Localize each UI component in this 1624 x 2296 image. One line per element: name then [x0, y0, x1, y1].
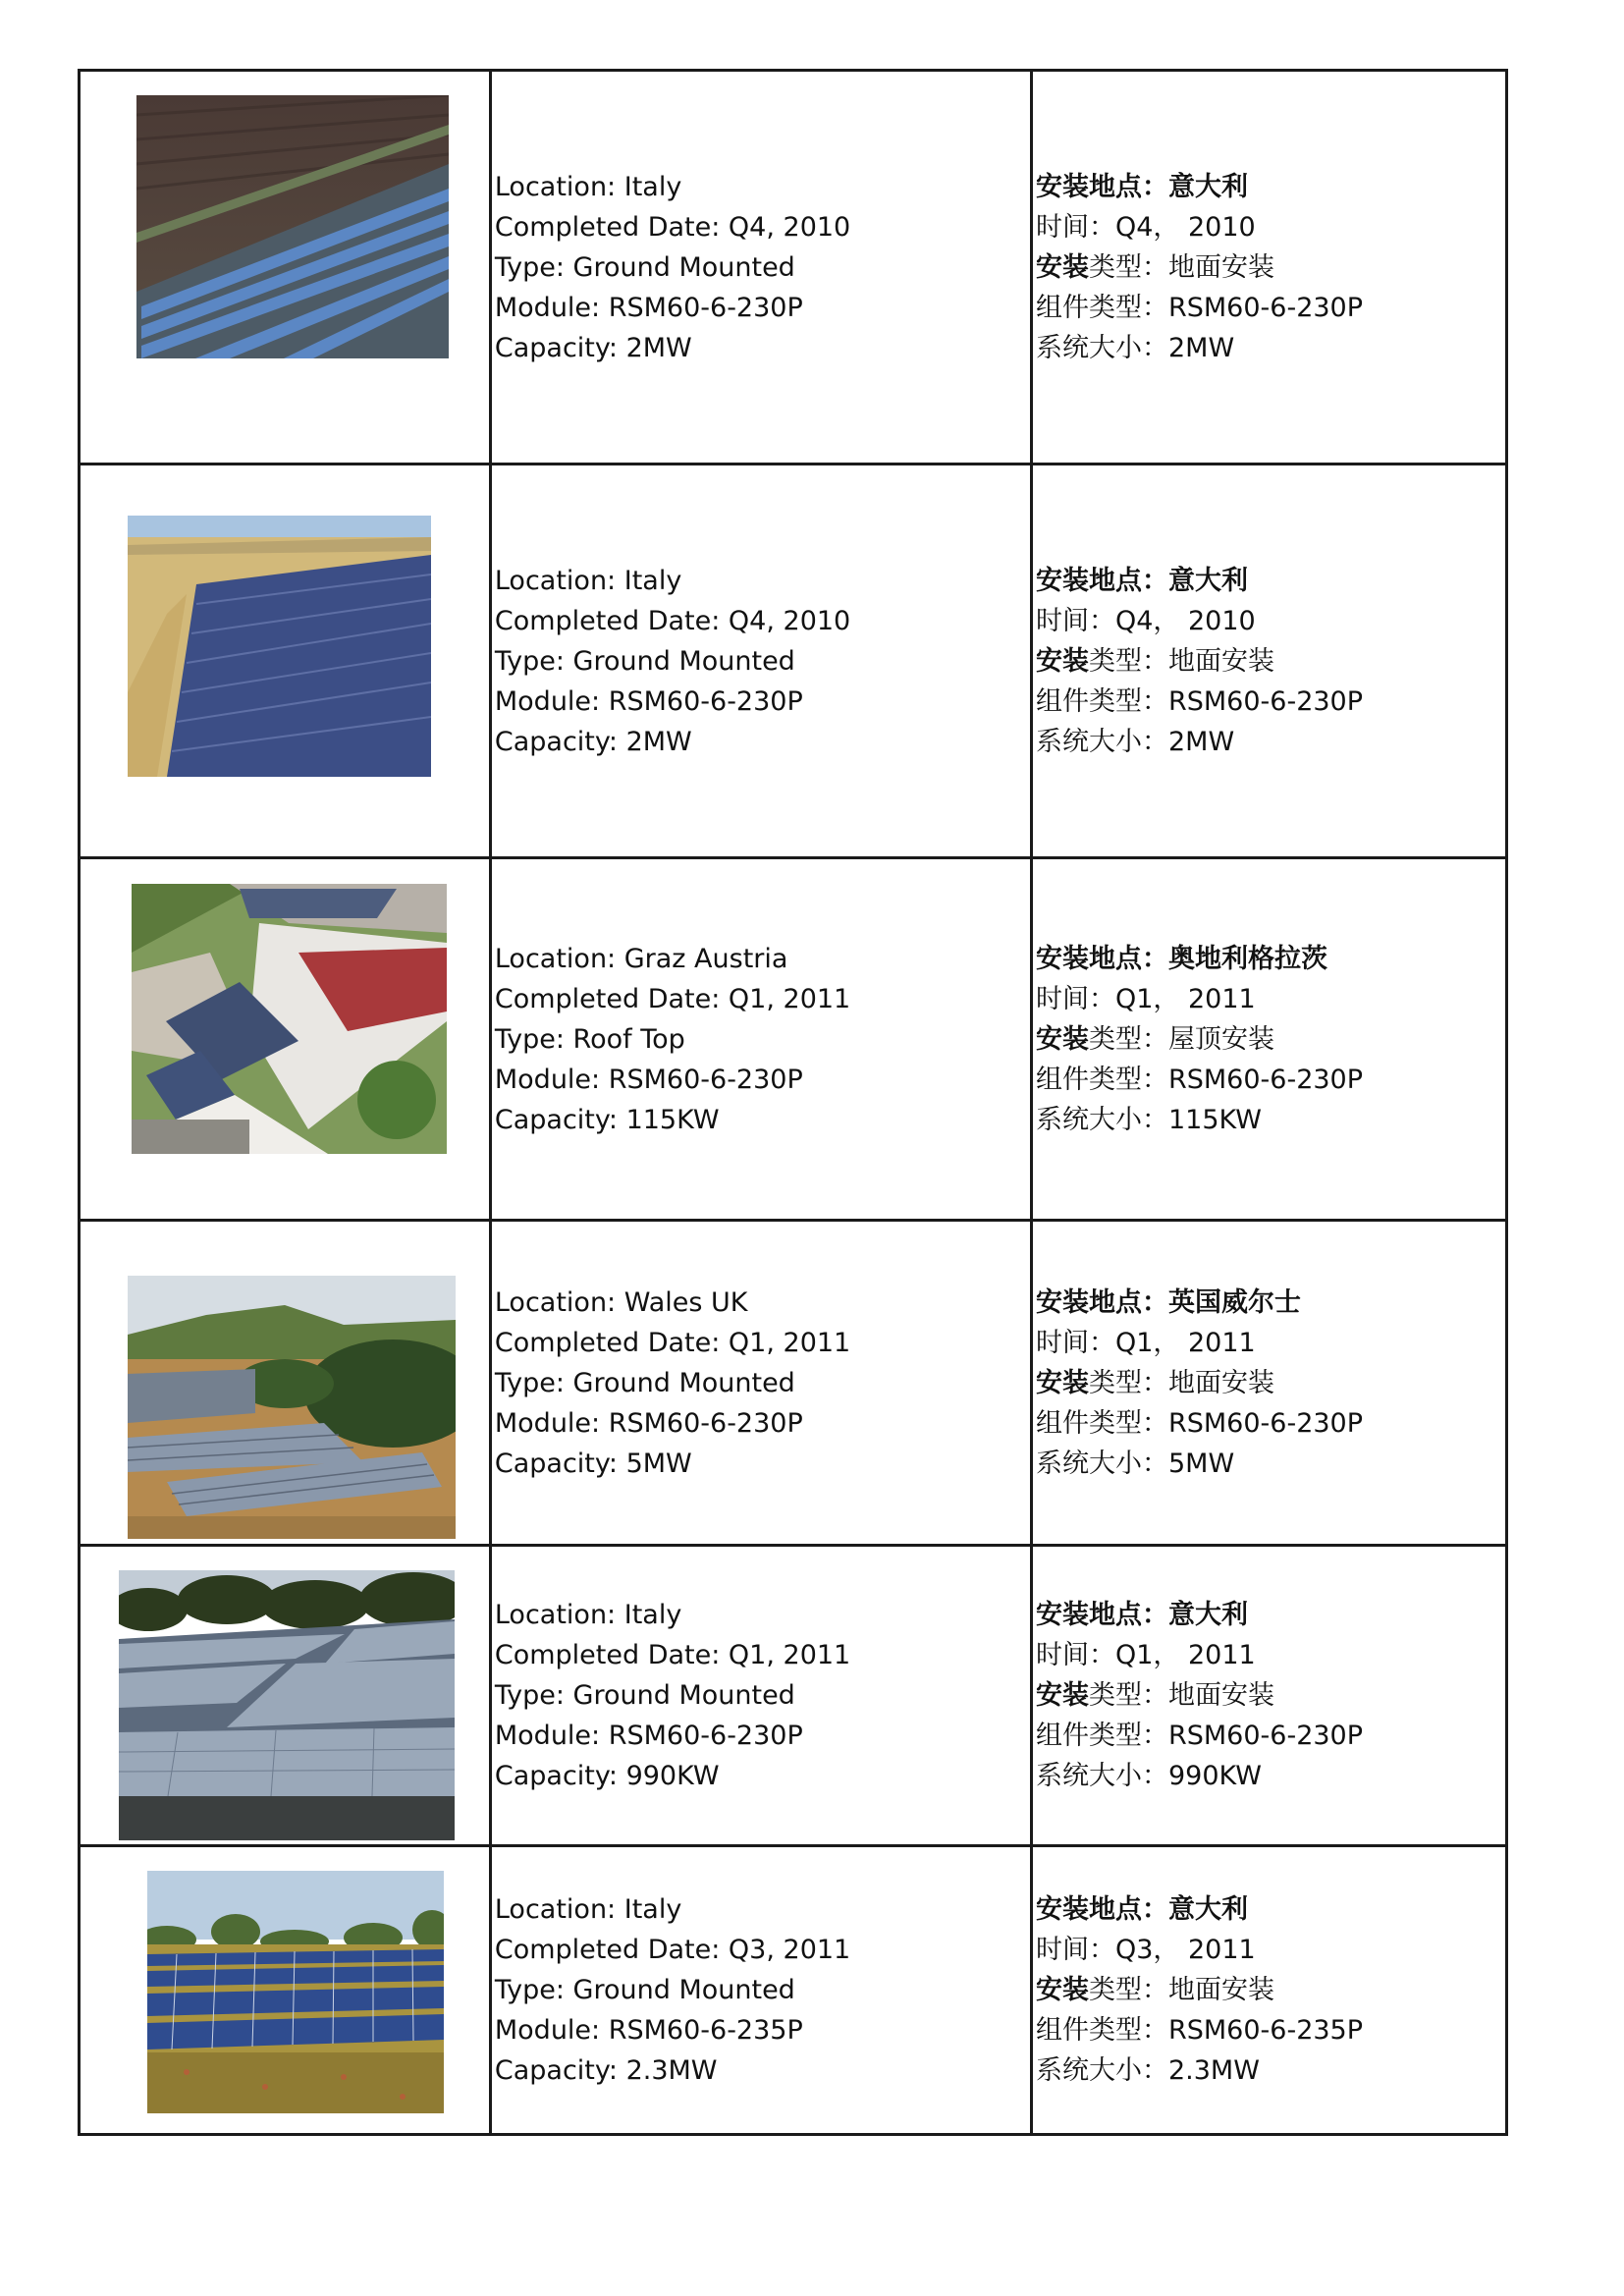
- module-line-zh: [1036, 1060, 1505, 1100]
- time-label: 时间: [1035, 983, 1089, 1014]
- chinese-details: [1031, 465, 1506, 858]
- time-value: ：Q1， 2011: [1088, 1327, 1256, 1358]
- ground-mounted-solar-field-photo: [136, 95, 449, 358]
- capacity-text: Capacity: 2MW: [494, 332, 692, 363]
- location-text: Location: Italy: [494, 1894, 682, 1925]
- location-text: Location: Graz Austria: [494, 943, 788, 974]
- chinese-details: [1031, 1846, 1506, 2135]
- project-row: [80, 1546, 1507, 1846]
- completed-date-text: Completed Date: Q1, 2011: [494, 1327, 851, 1358]
- type-label-bold: 安装: [1035, 1680, 1089, 1711]
- completed-date-text: Completed Date: Q3, 2011: [494, 1935, 851, 1965]
- location-label: 安装地点: [1035, 1286, 1142, 1318]
- capacity-line-zh: [1036, 722, 1505, 762]
- capacity-value: ：115KW: [1141, 1104, 1262, 1135]
- type-label: 类型: [1088, 1680, 1142, 1711]
- photo-cell: [80, 1546, 491, 1846]
- type-text: Type: Ground Mounted: [494, 251, 795, 283]
- location-value: ：意大利: [1141, 171, 1248, 202]
- capacity-label: 系统大小: [1035, 726, 1142, 757]
- type-label-bold: 安装: [1035, 1023, 1089, 1055]
- project-row: [80, 1846, 1507, 2135]
- module-line-zh: [1036, 682, 1505, 722]
- capacity-line-zh: [1036, 328, 1505, 368]
- photo-cell: [80, 858, 491, 1221]
- location-line-zh: [1036, 561, 1505, 601]
- location-text: Location: Italy: [494, 1600, 682, 1630]
- capacity-value: ：2.3MW: [1141, 2055, 1260, 2086]
- time-label: 时间: [1035, 1327, 1089, 1358]
- location-line-zh: [1036, 939, 1505, 979]
- location-value: ：奥地利格拉茨: [1141, 943, 1327, 974]
- time-label: 时间: [1035, 1935, 1089, 1965]
- type-line-zh: [1036, 1019, 1505, 1060]
- type-value: ：地面安装: [1141, 1680, 1274, 1711]
- capacity-line-zh: [1036, 1444, 1505, 1484]
- module-value: ：RSM60-6-230P: [1141, 1407, 1364, 1439]
- time-line-zh: [1036, 601, 1505, 641]
- module-label: 组件类型: [1035, 292, 1142, 323]
- capacity-text: Capacity: 2MW: [494, 726, 692, 757]
- module-line-zh: [1036, 1403, 1505, 1444]
- completed-date-text: Completed Date: Q1, 2011: [494, 983, 851, 1014]
- capacity-text: Capacity: 115KW: [494, 1104, 720, 1135]
- capacity-label: 系统大小: [1035, 1448, 1142, 1479]
- module-text: Module: RSM60-6-230P: [494, 292, 803, 323]
- capacity-label: 系统大小: [1035, 1761, 1142, 1791]
- project-row: [80, 71, 1507, 465]
- completed-date-text: Completed Date: Q4, 2010: [494, 211, 851, 243]
- location-value: ：英国威尔士: [1141, 1286, 1301, 1318]
- capacity-value: ：990KW: [1141, 1761, 1262, 1791]
- time-label: 时间: [1035, 1640, 1089, 1670]
- capacity-label: 系统大小: [1035, 2055, 1142, 2086]
- capacity-label: 系统大小: [1035, 332, 1142, 363]
- location-line-zh: [1036, 167, 1505, 207]
- module-label: 组件类型: [1035, 1407, 1142, 1439]
- projects-table: [78, 69, 1508, 2136]
- ground-mounted-solar-meadow-photo: [147, 1871, 444, 2113]
- time-line-zh: [1036, 207, 1505, 247]
- module-value: ：RSM60-6-230P: [1141, 292, 1364, 323]
- type-value: ：地面安装: [1141, 1975, 1274, 2005]
- module-line-zh: [1036, 288, 1505, 328]
- english-details: [490, 465, 1031, 858]
- time-label: 时间: [1035, 605, 1089, 636]
- capacity-text: Capacity: 990KW: [494, 1761, 720, 1791]
- type-value: ：屋顶安装: [1141, 1023, 1274, 1055]
- type-line-zh: [1036, 1675, 1505, 1716]
- type-label: 类型: [1088, 1367, 1142, 1398]
- rooftop-solar-farmhouse-photo: [132, 884, 447, 1154]
- module-line-zh: [1036, 1716, 1505, 1756]
- module-value: ：RSM60-6-230P: [1141, 1064, 1364, 1095]
- photo-cell: [80, 1846, 491, 2135]
- time-line-zh: [1036, 1930, 1505, 1970]
- location-text: Location: Wales UK: [494, 1286, 748, 1318]
- location-value: ：意大利: [1141, 565, 1248, 596]
- location-label: 安装地点: [1035, 1600, 1142, 1630]
- location-label: 安装地点: [1035, 943, 1142, 974]
- type-label: 类型: [1088, 251, 1142, 283]
- capacity-value: ：5MW: [1141, 1448, 1235, 1479]
- time-value: ：Q4， 2010: [1088, 211, 1256, 243]
- type-text: Type: Roof Top: [494, 1023, 685, 1055]
- location-line-zh: [1036, 1595, 1505, 1635]
- completed-date-text: Completed Date: Q1, 2011: [494, 1640, 851, 1670]
- type-text: Type: Ground Mounted: [494, 1975, 795, 2005]
- photo-cell: [80, 465, 491, 858]
- time-line-zh: [1036, 1323, 1505, 1363]
- time-value: ：Q3， 2011: [1088, 1935, 1256, 1965]
- module-line-zh: [1036, 2010, 1505, 2050]
- type-label-bold: 安装: [1035, 251, 1089, 283]
- type-value: ：地面安装: [1141, 645, 1274, 677]
- chinese-details: [1031, 1221, 1506, 1546]
- capacity-text: Capacity: 5MW: [494, 1448, 692, 1479]
- location-line-zh: [1036, 1889, 1505, 1930]
- module-label: 组件类型: [1035, 2015, 1142, 2046]
- module-text: Module: RSM60-6-235P: [494, 2015, 803, 2046]
- chinese-details: [1031, 858, 1506, 1221]
- type-line-zh: [1036, 247, 1505, 288]
- ground-mounted-solar-field-photo: [128, 516, 431, 777]
- location-value: ：意大利: [1141, 1894, 1248, 1925]
- time-line-zh: [1036, 979, 1505, 1019]
- capacity-line-zh: [1036, 1100, 1505, 1140]
- type-line-zh: [1036, 641, 1505, 682]
- english-details: [490, 1221, 1031, 1546]
- project-row: [80, 465, 1507, 858]
- type-line-zh: [1036, 1970, 1505, 2010]
- type-label: 类型: [1088, 645, 1142, 677]
- module-text: Module: RSM60-6-230P: [494, 1407, 803, 1439]
- type-label-bold: 安装: [1035, 645, 1089, 677]
- module-label: 组件类型: [1035, 1721, 1142, 1751]
- type-label-bold: 安装: [1035, 1975, 1089, 2005]
- location-value: ：意大利: [1141, 1600, 1248, 1630]
- type-text: Type: Ground Mounted: [494, 1680, 795, 1711]
- module-value: ：RSM60-6-230P: [1141, 1721, 1364, 1751]
- location-label: 安装地点: [1035, 171, 1142, 202]
- chinese-details: [1031, 1546, 1506, 1846]
- english-details: [490, 858, 1031, 1221]
- chinese-details: [1031, 71, 1506, 465]
- ground-mounted-solar-hillside-photo: [128, 1276, 456, 1539]
- completed-date-text: Completed Date: Q4, 2010: [494, 605, 851, 636]
- capacity-label: 系统大小: [1035, 1104, 1142, 1135]
- module-value: ：RSM60-6-230P: [1141, 685, 1364, 717]
- capacity-text: Capacity: 2.3MW: [494, 2055, 718, 2086]
- project-row: [80, 858, 1507, 1221]
- capacity-line-zh: [1036, 2050, 1505, 2091]
- time-value: ：Q1， 2011: [1088, 983, 1256, 1014]
- capacity-line-zh: [1036, 1756, 1505, 1796]
- module-label: 组件类型: [1035, 685, 1142, 717]
- english-details: [490, 1846, 1031, 2135]
- capacity-value: ：2MW: [1141, 332, 1235, 363]
- time-label: 时间: [1035, 211, 1089, 243]
- location-text: Location: Italy: [494, 565, 682, 596]
- time-value: ：Q4， 2010: [1088, 605, 1256, 636]
- location-text: Location: Italy: [494, 171, 682, 202]
- module-value: ：RSM60-6-235P: [1141, 2015, 1364, 2046]
- location-label: 安装地点: [1035, 1894, 1142, 1925]
- time-line-zh: [1036, 1635, 1505, 1675]
- type-label-bold: 安装: [1035, 1367, 1089, 1398]
- type-label: 类型: [1088, 1023, 1142, 1055]
- module-text: Module: RSM60-6-230P: [494, 1721, 803, 1751]
- ground-mounted-solar-closeup-photo: [119, 1570, 455, 1840]
- type-line-zh: [1036, 1363, 1505, 1403]
- photo-cell: [80, 1221, 491, 1546]
- type-value: ：地面安装: [1141, 1367, 1274, 1398]
- location-line-zh: [1036, 1283, 1505, 1323]
- capacity-value: ：2MW: [1141, 726, 1235, 757]
- module-label: 组件类型: [1035, 1064, 1142, 1095]
- type-value: ：地面安装: [1141, 251, 1274, 283]
- module-text: Module: RSM60-6-230P: [494, 1064, 803, 1095]
- type-text: Type: Ground Mounted: [494, 645, 795, 677]
- module-text: Module: RSM60-6-230P: [494, 685, 803, 717]
- type-text: Type: Ground Mounted: [494, 1367, 795, 1398]
- photo-cell: [80, 71, 491, 465]
- english-details: [490, 1546, 1031, 1846]
- time-value: ：Q1， 2011: [1088, 1640, 1256, 1670]
- project-row: [80, 1221, 1507, 1546]
- type-label: 类型: [1088, 1975, 1142, 2005]
- location-label: 安装地点: [1035, 565, 1142, 596]
- english-details: [490, 71, 1031, 465]
